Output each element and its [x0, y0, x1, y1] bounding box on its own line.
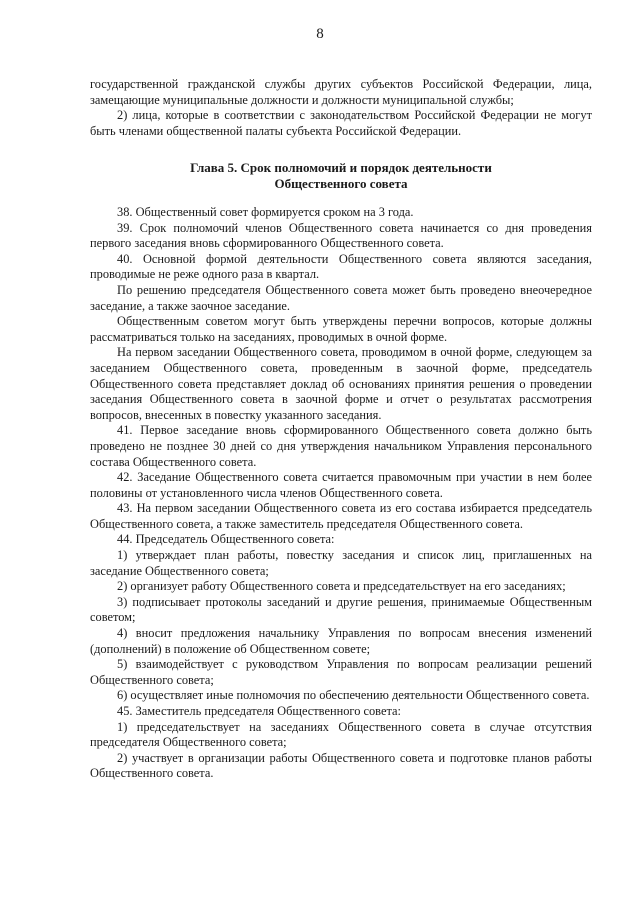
list-item: 1) утверждает план работы, повестку заседания и список лиц, приглашенных на заседание Общественного совета;	[90, 548, 592, 578]
list-item: 3) подписывает протоколы заседаний и другие решения, принимаемые Общественным советом;	[90, 594, 592, 625]
list-item: 2) участвует в организации работы Общественного совета и подготовке планов работы Общественного совета.	[90, 750, 592, 781]
paragraph: 42. Заседание Общественного совета считается правомочным при участии в нем более половины от установленного числа членов Общественного совета.	[90, 470, 592, 500]
intro-block	[90, 77, 592, 139]
chapter-title: Глава 5. Срок полномочий и порядок деятельности	[190, 160, 492, 175]
paragraph: 39. Срок полномочий членов Общественного совета начинается со дня проведения первого заседания вновь сформированного Общественного совета.	[90, 220, 592, 251]
page-number: 8	[316, 26, 324, 42]
paragraph: Общественным советом могут быть утверждены перечни вопросов, которые должны рассматриваться только на заседаниях, проводимых в очной форме.	[90, 314, 592, 344]
paragraph: 44. Председатель Общественного совета:	[117, 532, 335, 547]
list-item: 5) взаимодействует с руководством Управления по вопросам реализации решений Общественного совета;	[90, 657, 592, 687]
chapter-body	[90, 205, 592, 782]
paragraph: 38. Общественный совет формируется сроком на 3 года.	[117, 205, 414, 219]
paragraph: По решению председателя Общественного совета может быть проведено внеочередное заседание, а также заочное заседание.	[90, 282, 592, 313]
paragraph: 43. На первом заседании Общественного совета из его состава избирается председатель Общественного совета, а также заместитель председателя Общественного совета.	[90, 501, 592, 531]
paragraph: 45. Заместитель председателя Общественного совета:	[117, 704, 401, 718]
chapter-subtitle: Общественного совета	[274, 176, 408, 191]
list-item: 6) осуществляет иные полномочия по обеспечению деятельности Общественного совета.	[117, 688, 590, 703]
paragraph: 2) лица, которые в соответствии с законодательством Российской Федерации не могут быть членами общественной палаты субъекта Российской Федерации.	[90, 108, 592, 138]
paragraph: 41. Первое заседание вновь сформированного Общественного совета должно быть проведено не позднее 30 дней со дня утверждения начальником Управления персонального состава Общественного совета.	[90, 423, 592, 469]
chapter-heading	[90, 160, 592, 192]
list-item: 2) организует работу Общественного совета и председательствует на его заседаниях;	[117, 579, 566, 594]
paragraph: На первом заседании Общественного совета, проводимом в очной форме, следующем за заседанием Общественного совета, проведенным в заочной форме, председатель Общественного совета представляет доклад об основаниях принятия решения о проведении заседания Общественного совета в заочной форме и отчет о результатах рассмотрения вопросов, внесенных в повестку указанного заседания.	[90, 345, 592, 422]
paragraph: государственной гражданской службы других субъектов Российской Федерации, лица, замещающие муниципальные должности и должности муниципальной службы;	[90, 77, 592, 107]
list-item: 4) вносит предложения начальнику Управления по вопросам внесения изменений (дополнений) в положение об Общественном совете;	[90, 626, 592, 656]
list-item: 1) председательствует на заседаниях Общественного совета в случае отсутствия председателя Общественного совета;	[90, 719, 592, 750]
paragraph: 40. Основной формой деятельности Общественного совета являются заседания, проводимые не реже одного раза в квартал.	[90, 251, 592, 282]
